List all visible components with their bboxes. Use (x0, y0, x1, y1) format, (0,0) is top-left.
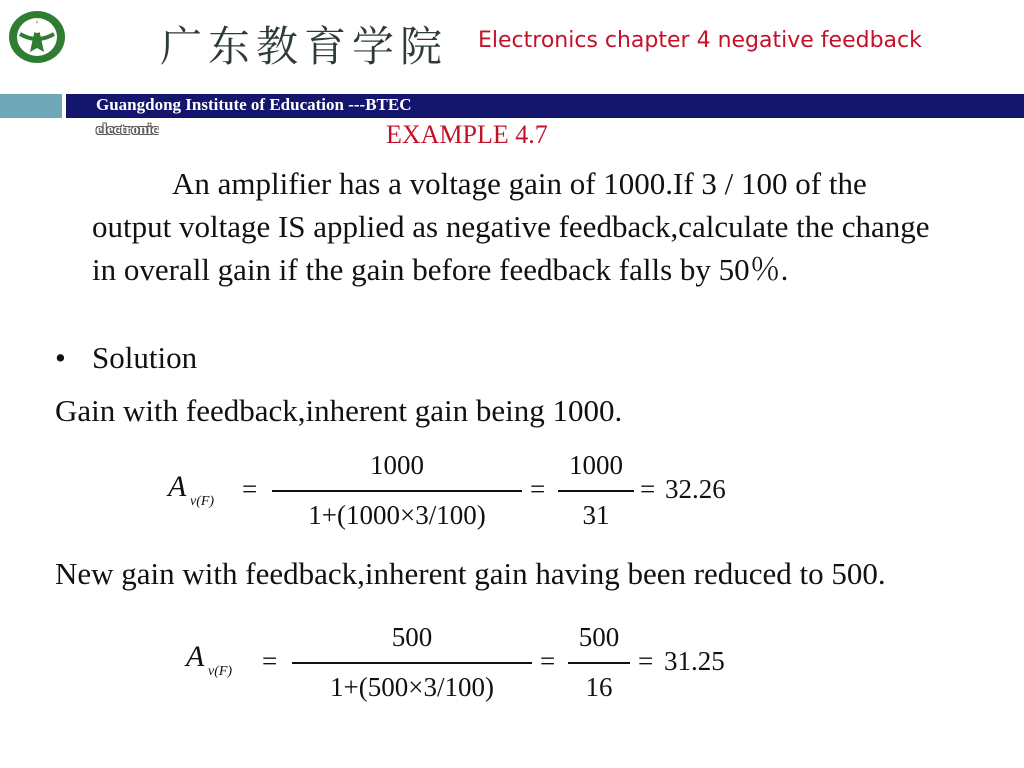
formula2-denominator-2: 16 (585, 672, 613, 702)
formula2-fraction-bar-2 (568, 662, 630, 664)
solution-label: Solution (92, 340, 198, 375)
formula1-denominator-2: 31 (582, 500, 610, 530)
formula1-equals-2: = (530, 474, 546, 504)
problem-text: An amplifier has a voltage gain of 1000.If 3 / 100 of the output voltage IS applied as negative feedback,calculate the change in overall gain if the gain before feedback falls by 50％. (92, 166, 930, 287)
gain-with-feedback-text: Gain with feedback,inherent gain being 1000. (55, 393, 623, 428)
formula2-fraction-bar-1 (292, 662, 532, 664)
formula1-subscript: v(F) (190, 494, 215, 509)
header-band-accent (0, 94, 62, 118)
formula1-numerator-2: 1000 (569, 450, 623, 480)
institute-logo-icon (6, 8, 68, 66)
problem-statement (92, 162, 932, 291)
formula1-denominator-1: 1+(1000×3/100) (308, 500, 486, 530)
formula2-numerator-2: 500 (578, 622, 620, 652)
formula1-numerator-1: 1000 (370, 450, 424, 480)
formula1-symbol: A (168, 470, 187, 503)
formula2-equals-3: = (638, 646, 654, 676)
section-label: electronic (96, 122, 159, 138)
formula2-subscript: v(F) (208, 664, 233, 679)
new-gain-text-content: New gain with feedback,inherent gain having been reduced to 500. (55, 556, 886, 591)
formula1-result: 32.26 (665, 474, 726, 504)
formula2-denominator-1: 1+(500×3/100) (330, 672, 494, 702)
formula2-equals-2: = (540, 646, 556, 676)
formula2-result: 31.25 (664, 646, 725, 676)
formula1-fraction-bar-1 (272, 490, 522, 492)
course-title: Electronics chapter 4 negative feedback (478, 28, 922, 53)
formula2-equals-1: = (262, 646, 278, 676)
bullet-marker: • (55, 340, 66, 375)
formula1-equals-3: = (640, 474, 656, 504)
formula1-fraction-bar-2 (558, 490, 634, 492)
formula2-numerator-1: 500 (391, 622, 433, 652)
formula1-equals-1: = (242, 474, 258, 504)
institute-name: Guangdong Institute of Education ---BTEC (96, 95, 412, 114)
example-title: EXAMPLE 4.7 (386, 120, 548, 149)
new-gain-text (55, 553, 915, 595)
brand-chinese-name: 广东教育学院 (160, 22, 449, 71)
formula2-symbol: A (186, 640, 205, 673)
